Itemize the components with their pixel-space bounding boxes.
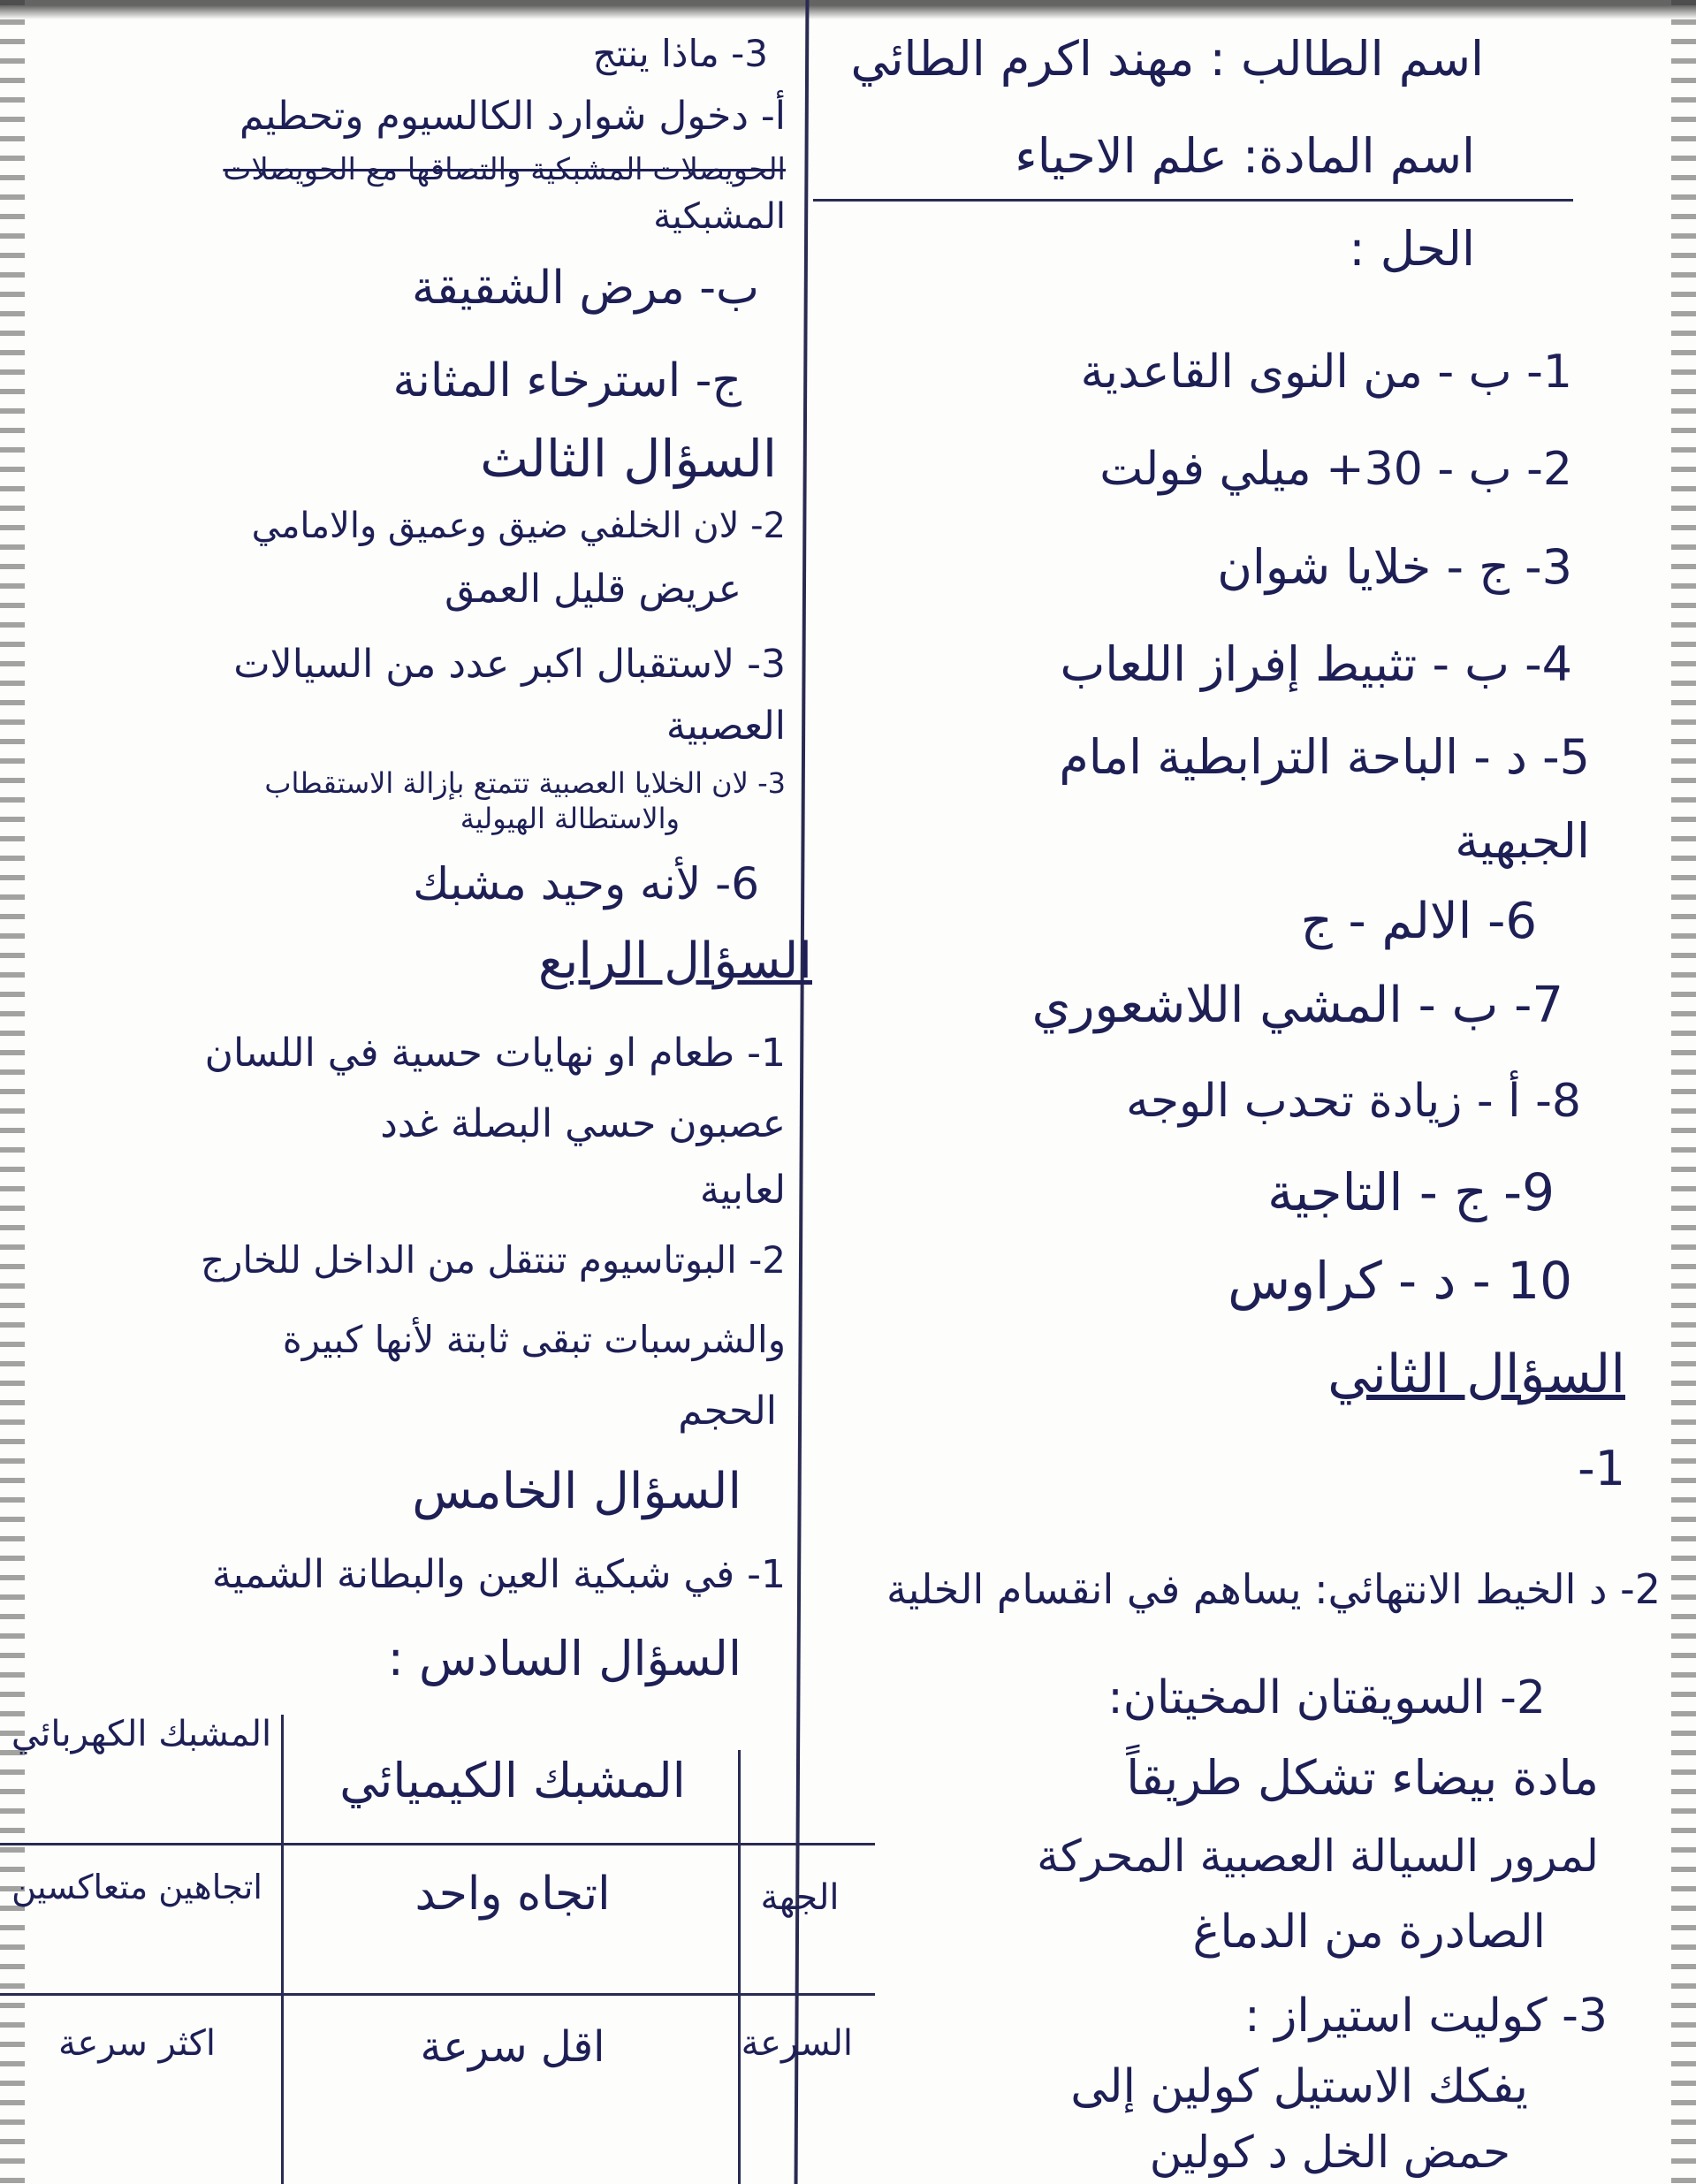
table-row1-label: الجهة <box>760 1877 840 1918</box>
table-hline-1 <box>0 1843 875 1845</box>
q3-answer-2-cont: عريض قليل العمق <box>445 567 742 612</box>
table-vline-2 <box>738 1750 741 2184</box>
table-row2-label: السرعة <box>741 2023 853 2064</box>
table-row2-electrical: اكثر سرعة <box>58 2023 216 2064</box>
q3-answer-5-cont: والاستطالة الهيولية <box>460 802 680 835</box>
column-divider <box>795 0 810 2184</box>
q1-answer-10: 10 - د - كراوس <box>1228 1251 1572 1311</box>
q2-answer-2b-line3: الصادرة من الدماغ <box>1192 1906 1546 1959</box>
table-hline-2 <box>0 1993 875 1996</box>
scan-left-edge <box>0 0 25 2184</box>
subject-name: اسم المادة: علم الاحياء <box>1015 128 1475 184</box>
q-top-intro: 3- ماذا ينتج <box>592 32 768 75</box>
header-underline <box>813 199 1573 202</box>
q2-answer-3-line2: حمض الخل د كولين <box>1149 2127 1510 2178</box>
table-row1-chemical: اتجاه واحد <box>414 1868 611 1921</box>
q4-answer-1: 1- طعام او نهايات حسية في اللسان <box>204 1031 786 1076</box>
q3-answer-2: 2- لان الخلفي ضيق وعميق والامامي <box>251 506 786 546</box>
table-row2-chemical: اقل سرعة <box>420 2022 605 2072</box>
q2-answer-3: 3- كوليت استيراز : <box>1244 1990 1608 2043</box>
q2-answer-2b-line1: مادة بيضاء تشكل طريقاً <box>1126 1750 1599 1806</box>
q3-answer-5: 3- لان الخلايا العصبية تتمتع بإزالة الاستقطاب <box>264 766 786 800</box>
q-top-a-cont: الحويصلات المشبكية والتصاقها مع الحويصلات <box>223 152 786 187</box>
q2-answer-3-line1: يفكك الاستيل كولين إلى <box>1070 2060 1528 2113</box>
q5-answer-1: 1- في شبكية العين والبطانة الشمية <box>211 1552 786 1597</box>
q-top-b: ب- مرض الشقيقة <box>411 262 759 315</box>
q1-answer-5-cont: الجبهية <box>1455 813 1590 869</box>
q2-title: السؤال الثاني <box>1327 1343 1625 1405</box>
q6-title: السؤال السادس : <box>387 1631 742 1686</box>
q3-title: السؤال الثالث <box>480 429 777 489</box>
q4-answer-2-cont: والشرسبات تبقى ثابتة لأنها كبيرة <box>282 1318 786 1361</box>
table-vline-1 <box>281 1715 284 2184</box>
q1-answer-9: 9- ج - التاجية <box>1267 1162 1555 1222</box>
q3-answer-6: 6- لأنه وحيد مشبك <box>413 858 759 909</box>
q3-answer-3-cont: العصبية <box>665 704 786 749</box>
q2-answer-2: 2- د الخيط الانتهائي: يساهم في انقسام الخلية <box>886 1565 1661 1613</box>
q4-answer-1-cont2: لعابية <box>699 1168 786 1213</box>
table-row1-electrical: اتجاهين متعاكسين <box>11 1868 262 1906</box>
q-top-c: ج- استرخاء المثانة <box>392 354 742 407</box>
q4-answer-2: 2- البوتاسيوم تنتقل من الداخل للخارج <box>200 1238 786 1282</box>
table-header-electrical: المشبك الكهربائي <box>11 1714 272 1754</box>
table-header-chemical: المشبك الكيميائي <box>339 1753 686 1808</box>
solution-label: الحل : <box>1349 221 1475 277</box>
q5-title: السؤال الخامس <box>412 1463 742 1520</box>
q1-answer-3: 3- ج - خلايا شوان <box>1217 539 1572 595</box>
q1-answer-7: 7- ب - المشي اللاشعوري <box>1031 977 1563 1034</box>
q1-answer-2: 2- ب - 30+ ميلي فولت <box>1099 443 1572 496</box>
q3-answer-3: 3- لاستقبال اكبر عدد من السيالات <box>233 642 786 687</box>
q1-answer-4: 4- ب - تثبيط إفراز اللعاب <box>1060 636 1572 692</box>
q2-answer-2b: 2- السويقتان المخيتان: <box>1107 1671 1546 1724</box>
q-top-a: أ- دخول شوارد الكالسيوم وتحطيم <box>240 94 786 139</box>
student-name: اسم الطالب : مهند اكرم الطائي <box>850 31 1484 87</box>
q1-answer-5: 5- د - الباحة الترابطية امام <box>1059 729 1590 785</box>
q1-answer-8: 8- أ - زيادة تحدب الوجه <box>1125 1075 1581 1128</box>
q4-title: السؤال الرابع <box>537 932 812 990</box>
q2-answer-1: 1- <box>1578 1441 1625 1496</box>
scan-top-edge <box>0 0 1696 19</box>
q1-answer-1: 1- ب - من النوى القاعدية <box>1080 346 1572 399</box>
q1-answer-6: 6- الالم - ج <box>1300 893 1537 950</box>
q4-answer-2-cont2: الحجم <box>678 1389 777 1434</box>
q4-answer-1-cont: عصبون حسي البصلة غدد <box>380 1101 786 1146</box>
scan-right-edge <box>1671 0 1696 2184</box>
q-top-a-cont2: المشبكية <box>653 196 786 237</box>
q2-answer-2b-line2: لمرور السيالة العصبية المحركة <box>1037 1830 1599 1882</box>
